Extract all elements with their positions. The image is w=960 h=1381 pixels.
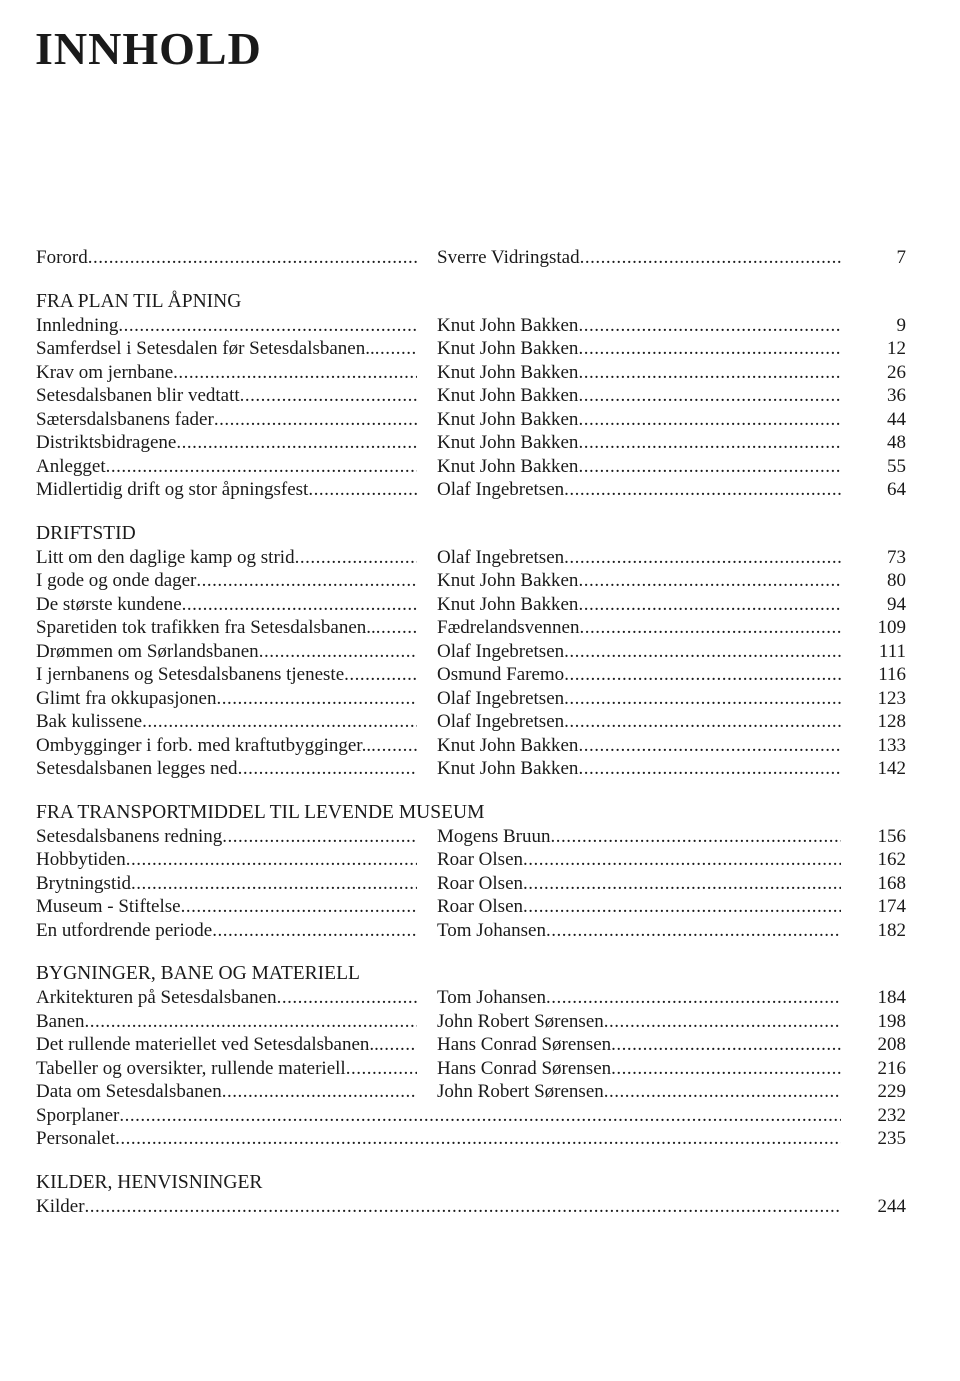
dot-leader	[379, 1033, 417, 1057]
entry-page-number: 109	[877, 617, 906, 638]
dot-leader	[579, 616, 841, 640]
entry-author: Hans Conrad Sørensen	[437, 1057, 612, 1079]
toc-row[interactable]	[36, 710, 906, 734]
toc-row[interactable]	[36, 757, 906, 781]
dot-leader	[578, 361, 841, 385]
section-heading: FRA TRANSPORTMIDDEL TIL LEVENDE MUSEUM	[36, 801, 485, 823]
entry-author: Olaf Ingebretsen	[437, 640, 565, 662]
dot-leader	[88, 246, 417, 270]
toc-row[interactable]	[36, 593, 906, 617]
entry-title: Hobbytiden	[36, 849, 126, 870]
dot-leader	[376, 616, 417, 640]
toc-row[interactable]	[36, 1057, 906, 1081]
entry-title: Sætersdalsbanens fader	[36, 408, 214, 430]
toc-row[interactable]	[36, 384, 906, 408]
entry-title: Midlertidig drift og stor åpningsfest	[36, 479, 309, 500]
entry-author: Knut John Bakken	[437, 361, 579, 383]
entry-author: Olaf Ingebretsen	[437, 711, 565, 732]
toc-row[interactable]	[36, 825, 906, 849]
entry-page-number: 12	[887, 338, 906, 359]
entry-title: Setesdalsbanens redning	[36, 825, 223, 847]
dot-leader	[580, 246, 841, 270]
entry-author: Knut John Bakken	[437, 734, 579, 756]
dot-leader	[222, 825, 417, 849]
dot-leader	[238, 757, 417, 781]
entry-author: John Robert Sørensen	[437, 1010, 604, 1032]
toc-section	[36, 522, 906, 781]
entry-title: Distriktsbidragene	[36, 432, 177, 453]
section-heading: KILDER, HENVISNINGER	[36, 1171, 263, 1193]
toc-sections	[36, 290, 906, 1219]
dot-leader	[308, 478, 417, 502]
entry-page-number: 128	[877, 711, 906, 732]
dot-leader	[240, 384, 417, 408]
dot-leader	[564, 663, 841, 687]
toc-row[interactable]	[36, 1033, 906, 1057]
toc-row-forord[interactable]	[36, 246, 906, 270]
entry-title: Glimt fra okkupasjonen	[36, 687, 217, 709]
entry-author: Knut John Bakken	[437, 408, 579, 430]
dot-leader	[550, 825, 841, 849]
entry-page-number: 229	[877, 1081, 906, 1102]
dot-leader	[277, 986, 417, 1010]
dot-leader	[115, 1127, 841, 1151]
entry-author: Tom Johansen	[437, 987, 546, 1008]
entry-title: Bak kulissene	[36, 711, 143, 732]
dot-leader	[222, 1080, 417, 1104]
dot-leader	[214, 408, 417, 432]
dot-leader	[131, 872, 417, 896]
toc-row[interactable]	[36, 986, 906, 1010]
entry-page-number: 26	[887, 361, 906, 383]
dot-leader	[523, 872, 841, 896]
entry-title: Data om Setesdalsbanen	[36, 1081, 222, 1102]
entry-page-number: 9	[896, 314, 906, 336]
entry-title: Innledning	[36, 314, 119, 336]
dot-leader	[578, 569, 841, 593]
entry-title: Brytningstid	[36, 872, 132, 894]
toc-row[interactable]	[36, 408, 906, 432]
dot-leader	[85, 1010, 417, 1034]
dot-leader	[106, 455, 417, 479]
toc-row[interactable]	[36, 848, 906, 872]
entry-title: Anlegget	[36, 455, 106, 477]
entry-title: Personalet	[36, 1128, 116, 1149]
entry-author: Olaf Ingebretsen	[437, 687, 565, 709]
entry-author: Knut John Bakken	[437, 338, 579, 359]
entry-title: Drømmen om Sørlandsbanen	[36, 640, 259, 662]
dot-leader	[578, 431, 841, 455]
dot-leader	[126, 848, 417, 872]
dot-leader	[371, 734, 417, 758]
entry-page-number: 64	[887, 479, 906, 500]
toc-section	[36, 801, 906, 943]
toc-row[interactable]	[36, 663, 906, 687]
section-heading: BYGNINGER, BANE OG MATERIELL	[36, 963, 360, 984]
toc-row[interactable]	[36, 314, 906, 338]
entry-author: Knut John Bakken	[437, 385, 579, 406]
entry-author: Fædrelandsvennen	[437, 617, 580, 638]
dot-leader	[604, 1080, 841, 1104]
entry-title: Kilder	[36, 1195, 85, 1217]
dot-leader	[196, 569, 417, 593]
section-heading: FRA PLAN TIL ÅPNING	[36, 290, 242, 312]
toc-row[interactable]	[36, 1195, 906, 1219]
entry-page-number: 73	[887, 546, 906, 568]
dot-leader	[578, 757, 841, 781]
entry-page-number: 156	[877, 825, 906, 847]
toc-row[interactable]	[36, 687, 906, 711]
entry-page-number: 162	[877, 849, 906, 870]
entry-title: Arkitekturen på Setesdalsbanen	[36, 987, 277, 1008]
entry-author: Hans Conrad Sørensen	[437, 1034, 612, 1055]
toc-row[interactable]	[36, 1127, 906, 1151]
toc-section	[36, 1171, 906, 1219]
dot-leader	[344, 663, 417, 687]
toc-row[interactable]	[36, 1104, 906, 1128]
dot-leader	[173, 361, 417, 385]
entry-page-number: 133	[877, 734, 906, 756]
dot-leader	[578, 734, 841, 758]
entry-page-number: 7	[896, 247, 906, 268]
entry-author: Osmund Faremo	[437, 664, 565, 685]
toc-row[interactable]	[36, 640, 906, 664]
entry-title: Det rullende materiellet ved Setesdalsbanen..	[36, 1034, 379, 1055]
section-heading: DRIFTSTID	[36, 522, 136, 544]
entry-page-number: 235	[877, 1128, 906, 1149]
entry-title: Sparetiden tok trafikken fra Setesdalsbanen..	[36, 617, 376, 638]
entry-page-number: 111	[878, 640, 906, 662]
entry-page-number: 174	[877, 896, 906, 917]
entry-page-number: 116	[878, 664, 906, 685]
dot-leader	[564, 687, 841, 711]
dot-leader	[523, 848, 841, 872]
dot-leader	[523, 895, 841, 919]
dot-leader	[375, 337, 417, 361]
entry-title: Forord	[36, 247, 88, 268]
dot-leader	[346, 1057, 417, 1081]
toc-row[interactable]	[36, 734, 906, 758]
toc-row[interactable]	[36, 1080, 906, 1104]
entry-author: Sverre Vidringstad	[437, 247, 580, 268]
toc-row[interactable]	[36, 361, 906, 385]
entry-title: Sporplaner	[36, 1104, 120, 1126]
dot-leader	[181, 895, 417, 919]
entry-page-number: 48	[887, 432, 906, 453]
dot-leader	[119, 1104, 841, 1128]
dot-leader	[212, 919, 417, 943]
entry-title: Setesdalsbanen legges ned	[36, 758, 238, 779]
dot-leader	[564, 546, 841, 570]
entry-page-number: 244	[877, 1195, 906, 1217]
toc-row[interactable]	[36, 546, 906, 570]
dot-leader	[546, 986, 841, 1010]
dot-leader	[578, 408, 841, 432]
entry-author: Roar Olsen	[437, 896, 524, 917]
entry-page-number: 80	[887, 570, 906, 591]
entry-author: Olaf Ingebretsen	[437, 479, 565, 500]
toc-section	[36, 290, 906, 502]
entry-author: Roar Olsen	[437, 872, 524, 894]
entry-title: Tabeller og oversikter, rullende materiell	[36, 1057, 346, 1079]
entry-title: Samferdsel i Setesdalen før Setesdalsbanen..	[36, 338, 375, 359]
dot-leader	[295, 546, 417, 570]
dot-leader	[176, 431, 417, 455]
entry-page-number: 232	[877, 1104, 906, 1126]
dot-leader	[564, 478, 841, 502]
entry-title: I jernbanens og Setesdalsbanens tjeneste	[36, 664, 345, 685]
toc-row[interactable]	[36, 455, 906, 479]
entry-title: Litt om den daglige kamp og strid	[36, 546, 295, 568]
toc-row[interactable]	[36, 1010, 906, 1034]
entry-author: John Robert Sørensen	[437, 1081, 604, 1102]
entry-title: En utfordrende periode	[36, 919, 213, 941]
entry-page-number: 55	[887, 455, 906, 477]
entry-author: Knut John Bakken	[437, 455, 579, 477]
dot-leader	[216, 687, 417, 711]
entry-title: I gode og onde dager	[36, 570, 197, 591]
dot-leader	[578, 314, 841, 338]
toc-row[interactable]	[36, 919, 906, 943]
dot-leader	[611, 1057, 841, 1081]
dot-leader	[578, 384, 841, 408]
page-title: INNHOLD	[35, 23, 262, 74]
toc-row[interactable]	[36, 895, 906, 919]
dot-leader	[611, 1033, 841, 1057]
entry-title: Krav om jernbane	[36, 361, 174, 383]
dot-leader	[604, 1010, 841, 1034]
entry-page-number: 36	[887, 385, 906, 406]
entry-author: Roar Olsen	[437, 849, 524, 870]
toc-section	[36, 962, 906, 1151]
dot-leader	[85, 1195, 841, 1219]
entry-title: Setesdalsbanen blir vedtatt	[36, 385, 240, 406]
dot-leader	[578, 593, 841, 617]
entry-page-number: 208	[877, 1034, 906, 1055]
entry-author: Tom Johansen	[437, 919, 546, 941]
entry-title: Banen	[36, 1010, 85, 1032]
dot-leader	[118, 314, 417, 338]
entry-page-number: 182	[877, 919, 906, 941]
entry-author: Mogens Bruun	[437, 825, 551, 847]
entry-page-number: 216	[877, 1057, 906, 1079]
entry-page-number: 123	[877, 687, 906, 709]
entry-author: Knut John Bakken	[437, 758, 579, 779]
toc-row[interactable]	[36, 616, 906, 640]
entry-title: Museum - Stiftelse	[36, 896, 181, 917]
dot-leader	[142, 710, 417, 734]
dot-leader	[546, 919, 841, 943]
toc-row[interactable]	[36, 337, 906, 361]
entry-page-number: 168	[877, 872, 906, 894]
toc-row[interactable]	[36, 431, 906, 455]
entry-page-number: 44	[887, 408, 906, 430]
entry-page-number: 184	[877, 987, 906, 1008]
entry-title: Ombygginger i forb. med kraftutbygginger..	[36, 734, 372, 756]
entry-author: Olaf Ingebretsen	[437, 546, 565, 568]
toc-row[interactable]	[36, 478, 906, 502]
entry-page-number: 142	[877, 758, 906, 779]
entry-author: Knut John Bakken	[437, 314, 579, 336]
toc-row[interactable]	[36, 569, 906, 593]
entry-title: De største kundene	[36, 593, 182, 615]
dot-leader	[182, 593, 417, 617]
dot-leader	[564, 640, 841, 664]
toc-row[interactable]	[36, 872, 906, 896]
entry-author: Knut John Bakken	[437, 432, 579, 453]
table-of-contents	[36, 246, 906, 1238]
entry-author: Knut John Bakken	[437, 593, 579, 615]
dot-leader	[578, 337, 841, 361]
entry-page-number: 94	[887, 593, 906, 615]
dot-leader	[578, 455, 841, 479]
intro-section	[36, 246, 906, 270]
entry-author: Knut John Bakken	[437, 570, 579, 591]
dot-leader	[564, 710, 841, 734]
dot-leader	[259, 640, 417, 664]
entry-page-number: 198	[877, 1010, 906, 1032]
